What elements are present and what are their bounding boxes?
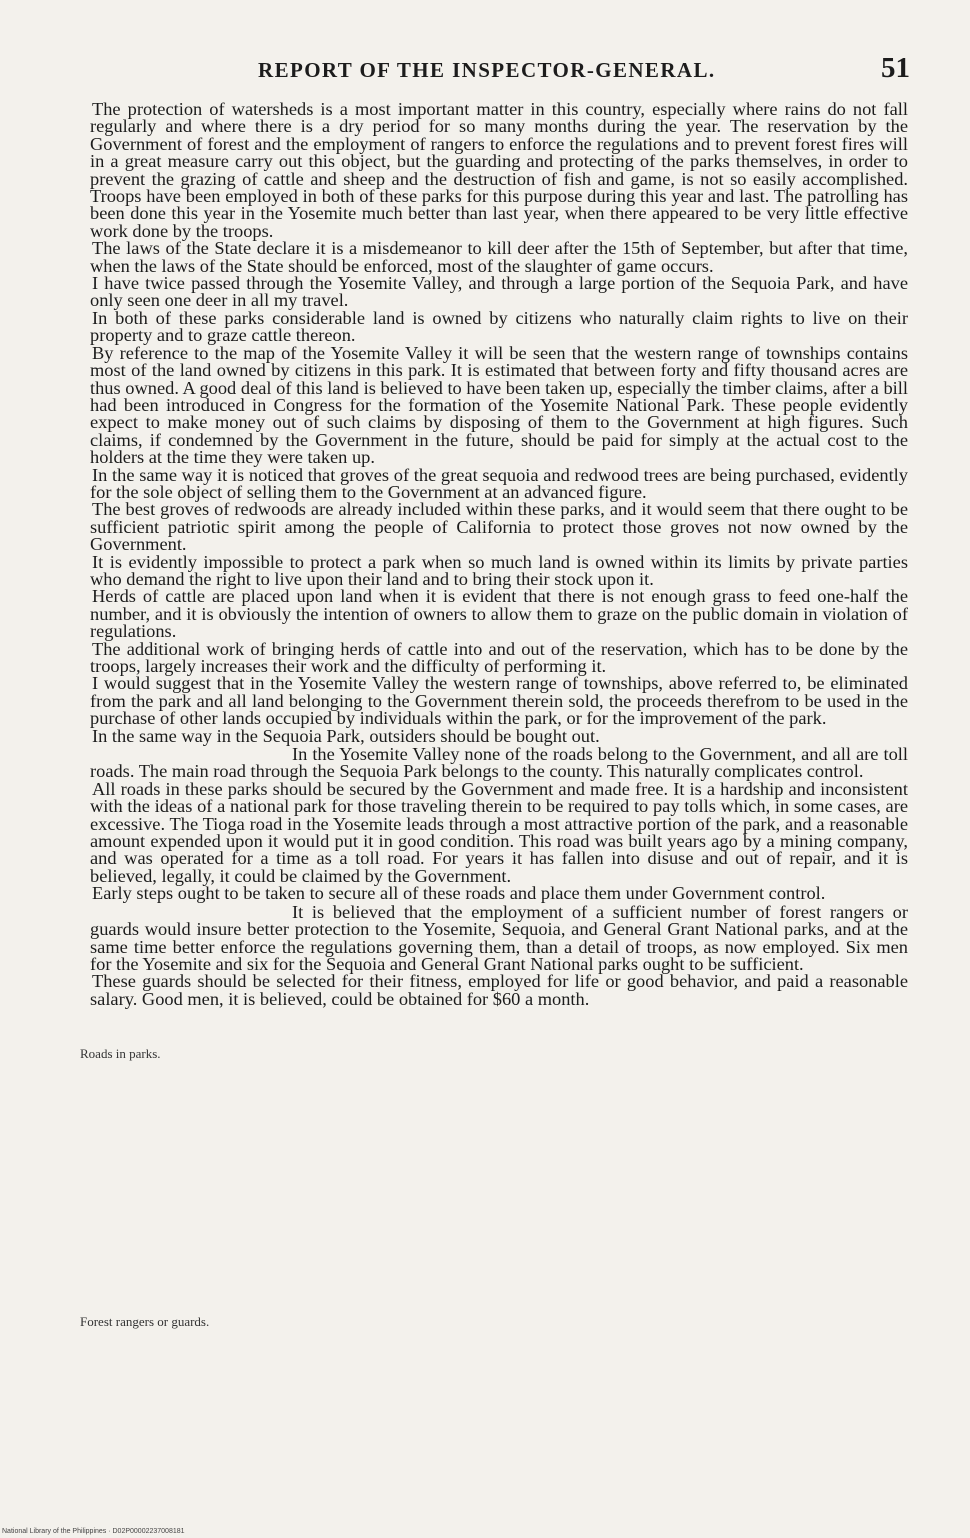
paragraph-watersheds: The protection of watersheds is a most important matter in this country, especially where rains do not fall regularly and where there is a dry period for so many months during the year. The reservation by the Government of forest and the employment of rangers to enforce the regulations and to prevent forest fires will in a great measure carry out this object, but the guarding and protecting of the parks themselves, in order to prevent the grazing of cattle and sheep and the destruction of fish and game, is not so easily accomplished. Troops have been employed in both of these parks for this purpose during this year and last. The patrolling has been done this year in the Yosemite much better than last year, when there appeared to be very little effective work done by the troops. (90, 99, 908, 241)
paragraph-townships: By reference to the map of the Yosemite Valley it will be seen that the western range of townships contains most of the land owned by citizens in this park. It is estimated that between forty and fifty thousand acres are thus owned. A good deal of this land is believed to have been taken up, especially the timber claims, after a bill had been introduced in Congress for the formation of the Yosemite National Park. These people evidently expect to make money out of such claims by disposing of them to the Government at high figures. Such claims, if condemned by the Government in the future, should be paid for simply at the actual cost to the holders at the time they were taken up. (90, 342, 908, 468)
paragraph-roads-free: All roads in these parks should be secured by the Government and made free. It is a hardship and inconsistent with the ideas of a national park for those traveling therein to be required to pay tolls which, in some cases, are excessive. The Tioga road in the Yosemite leads through a most attractive portion of the park, and a reasonable amount expended upon it would put it in good condition. This road was built years ago by a mining company, and was operated for a time as a toll road. For years it has fallen into disuse and out of repair, and it is believed, legally, it could be claimed by the Government. (90, 778, 908, 886)
paragraph-state-laws: The laws of the State declare it is a misdemeanor to kill deer after the 15th of September, but after that time, when the laws of the State should be enforced, most of the slaughter of game occurs. (90, 238, 908, 276)
page-number: 51 (881, 52, 910, 84)
paragraph-sequoia-outsiders: In the same way in the Sequoia Park, outsiders should be bought out. (92, 725, 600, 746)
body-text (90, 101, 908, 1008)
paragraph-herds: Herds of cattle are placed upon land when it is evident that there is not enough grass to feed one-half the number, and it is obviously the intention of owners to allow them to graze on the public domain in violation of regulations. (90, 586, 908, 642)
paragraph-guards-selection: These guards should be selected for their fitness, employed for life or good behavior, and paid a reasonable salary. Good men, it is believed, could be obtained for $60 a month. (90, 971, 908, 1009)
paragraph-additional-work: The additional work of bringing herds of cattle into and out of the reservation, which has to be done by the troops, largely increases their work and the difficulty of performing it. (90, 638, 908, 676)
paragraph-roads-control: Early steps ought to be taken to secure all of these roads and place them under Government control. (92, 883, 826, 904)
paragraph-travel: I have twice passed through the Yosemite Valley, and through a large portion of the Sequoia Park, and have only seen one deer in all my travel. (90, 273, 908, 311)
running-header (90, 52, 910, 86)
scan-footer: National Library of the Philippines · D02P00002237008181 (2, 1528, 185, 1535)
paragraph-suggestion: I would suggest that in the Yosemite Valley the western range of townships, above referred to, be eliminated from the park and all land belonging to the Government therein sold, the proceeds therefrom to be used in the purchase of other lands occupied by individuals within the park, or for the improvement of the park. (90, 673, 908, 729)
margin-note-rangers: Forest rangers or guards. (80, 1314, 210, 1329)
paragraph-impossible-protect: It is evidently impossible to protect a park when so much land is owned within its limits by private parties who demand the right to live upon their land and to bring their stock upon it. (90, 551, 908, 589)
roads-lead-text: In the Yosemite Valley none of the roads belong to the Government, and all are toll roads. The main road through the Sequoia Park belongs to the county. This naturally complicates control. (90, 744, 908, 782)
paragraph-redwood-groves: The best groves of redwoods are already included within these parks, and it would seem that there ought to be sufficient patriotic spirit among the people of California to protect those groves not now owned by the Government. (90, 499, 908, 555)
margin-note-roads: Roads in parks. (80, 1046, 161, 1061)
paragraph-roads-lead (90, 746, 908, 781)
paragraph-rangers-lead (90, 901, 908, 974)
rangers-lead-text: It is believed that the employment of a sufficient number of forest rangers or guards would insure better protection to the Yosemite, Sequoia, and General Grant National parks, and at the same time better enforce the regulations governing them, than a detail of troops, as now employed. Six men for the Yosemite and six for the Sequoia and General Grant National parks ought to be sufficient. (90, 901, 908, 974)
paragraph-land-owned: In both of these parks considerable land is owned by citizens who naturally claim rights to live on their property and to graze cattle thereon. (90, 307, 908, 346)
paragraph-groves-purchased: In the same way it is noticed that groves of the great sequoia and redwood trees are being purchased, evidently for the sole object of selling them to the Government at an advanced figure. (90, 464, 908, 502)
header-title: REPORT OF THE INSPECTOR-GENERAL. (258, 58, 716, 82)
